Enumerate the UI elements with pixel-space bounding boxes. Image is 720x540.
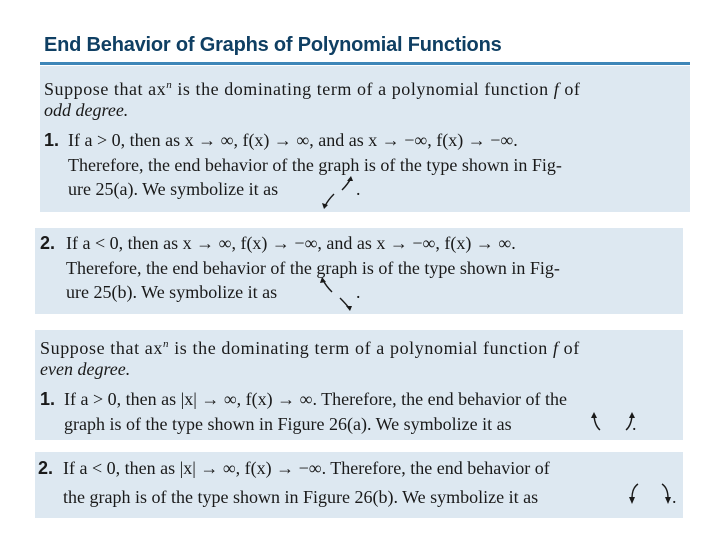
odd-case2-line1: If a < 0, then as x → ∞, f(x) → −∞, and as x → −∞, f(x) → ∞. <box>66 233 516 253</box>
even-case1-number: 1. <box>40 389 56 409</box>
even-intro-line2: even degree. <box>40 359 131 379</box>
down-left-up-right-arrows-icon <box>318 172 358 212</box>
even-case2-line1: If a < 0, then as |x| → ∞, f(x) → −∞. Therefore, the end behavior of <box>63 458 550 478</box>
even-intro-line1: Suppose that $ax^n$ is the dominating term of a polynomial function f of <box>40 338 580 358</box>
page-title: End Behavior of Graphs of Polynomial Functions <box>44 34 502 56</box>
odd-case1-line1: If a > 0, then as x → ∞, f(x) → ∞, and as x → −∞, f(x) → −∞. <box>68 130 518 150</box>
odd-intro-line1: Suppose that $ax^n$ is the dominating term of a polynomial function f of <box>44 79 581 99</box>
odd-case1-line3: ure 25(a). We symbolize it as <box>68 179 279 199</box>
both-ends-down-arrows-icon <box>628 478 674 510</box>
up-left-down-right-arrows-icon <box>316 274 356 314</box>
even-case1-end: . <box>632 414 637 434</box>
even-case2-end: . <box>672 487 677 507</box>
odd-case1-end: . <box>356 179 361 199</box>
odd-case1-number: 1. <box>44 130 60 150</box>
both-ends-up-arrows-icon <box>590 408 636 438</box>
odd-intro-line2: odd degree. <box>44 100 129 120</box>
even-case1-line2: graph is of the type shown in Figure 26(a). We symbolize it as <box>64 414 512 434</box>
even-case1-line1: If a > 0, then as |x| → ∞, f(x) → ∞. Therefore, the end behavior of the <box>64 389 568 409</box>
odd-case2-end: . <box>356 282 361 302</box>
odd-case1-line2: Therefore, the end behavior of the graph is of the type shown in Fig- <box>68 155 562 175</box>
odd-case2-line2: Therefore, the end behavior of the graph is of the type shown in Fig- <box>66 258 560 278</box>
even-case2-line2: the graph is of the type shown in Figure 26(b). We symbolize it as <box>63 487 539 507</box>
odd-case2-number: 2. <box>40 233 56 253</box>
odd-case2-line3: ure 25(b). We symbolize it as <box>66 282 278 302</box>
title-underline <box>40 62 690 65</box>
even-case2-number: 2. <box>38 458 54 478</box>
